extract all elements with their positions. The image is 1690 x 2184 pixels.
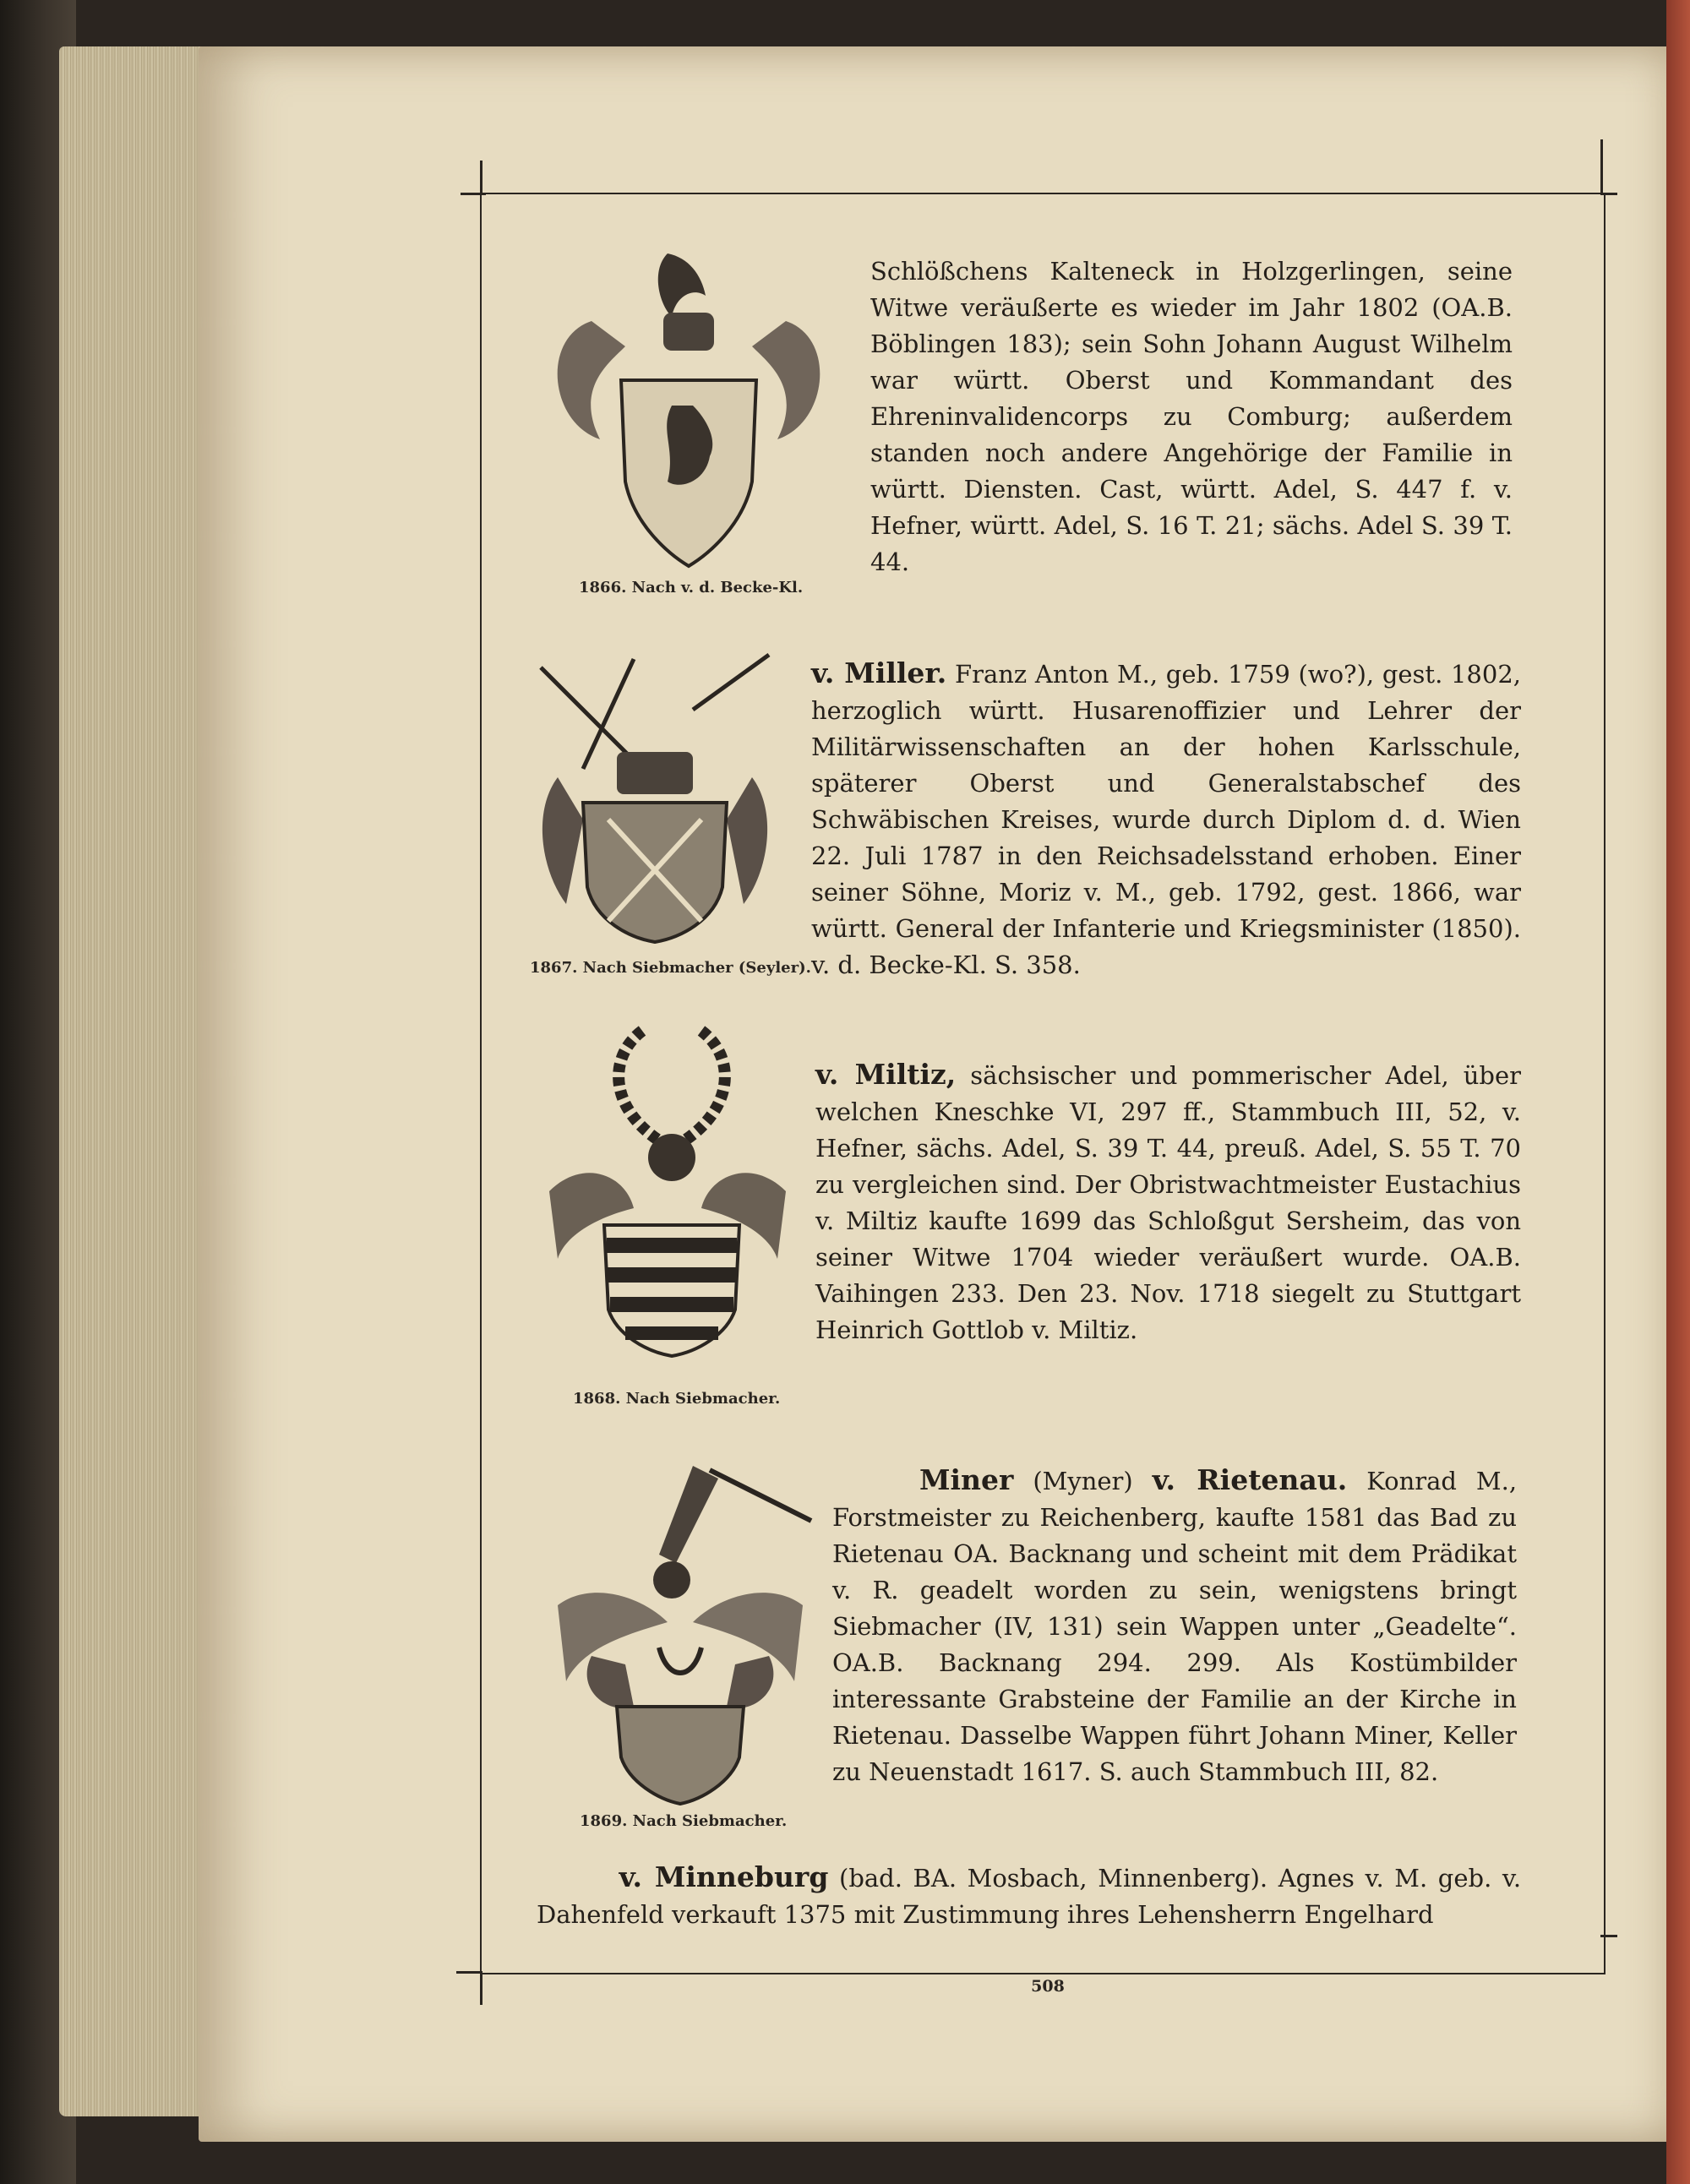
entry-body: (bad. BA. Mosbach, Minnenberg). Agnes v. M. geb. v. Dahenfeld verkauft 1375 mit Zustimmung ihres Lehensherrn Engelhard — [537, 1864, 1522, 1929]
figure-caption: 1868. Nach Siebmacher. — [573, 1390, 781, 1408]
frame-corner-tick — [1600, 1935, 1617, 1937]
entry-heading-place: v. Rietenau. — [1152, 1463, 1348, 1496]
frame-corner-tick — [1600, 193, 1617, 195]
entry-heading: v. Miltiz, — [815, 1058, 957, 1091]
entry-heading: v. Miller. — [811, 656, 947, 689]
figure-caption: 1869. Nach Siebmacher. — [580, 1812, 788, 1830]
figure-caption: 1867. Nach Siebmacher (Seyler). — [530, 959, 811, 977]
entry-body: Konrad M., Forstmeister zu Reichenberg, kaufte 1581 das Bad zu Rietenau OA. Backnang und scheint mit dem Prädikat v. R. geadelt worden zu sein, wenigstens bringt Siebmacher (IV, 131) sein Wappen unter „Geadelte“. OA.B. Backnang 294. 299. Als Kostümbilder interessante Grabsteine der Familie an der Kirche in Rietenau. Dasselbe Wappen führt Johann Miner, Keller zu Neuenstadt 1617. S. auch Stammbuch III, 82. — [832, 1467, 1518, 1786]
entry-heading-variant: (Myner) — [1033, 1467, 1133, 1495]
coat-of-arms-crossed-swords-icon — [532, 651, 777, 946]
figure-caption: 1866. Nach v. d. Becke-Kl. — [579, 579, 804, 596]
coat-of-arms-arm-sword-icon — [541, 1453, 820, 1808]
frame-corner-tick — [480, 161, 482, 194]
entry-text — [815, 1056, 1521, 1348]
coat-of-arms-lion-icon — [524, 237, 853, 575]
entry-text — [811, 655, 1521, 983]
frame-corner-tick — [480, 1971, 482, 2005]
entry-body: Franz Anton M., geb. 1759 (wo?), gest. 1802, herzoglich württ. Husarenoffizier und Lehrer der Militärwissenschaften an der hohen Karlsschule, späterer Oberst und Generalstabschef des Schwäbischen Kreises, wurde durch Diplom d. d. Wien 22. Juli 1787 in den Reichsadelsstand erhoben. Einer seiner Söhne, Moriz v. M., geb. 1792, gest. 1866, war württ. General der Infanterie und Kriegsminister (1850). v. d. Becke-Kl. S. 358. — [811, 660, 1522, 979]
entry-heading: Miner — [919, 1463, 1014, 1496]
entry-body: sächsischer und pommerischer Adel, über welchen Kneschke VI, 297 ff., Stammbuch III, 52, v. Hefner, sächs. Adel, S. 39 T. 44, preuß. Adel, S. 55 T. 70 zu vergleichen sind. Der Obristwachtmeister Eustachius v. Miltiz kaufte 1699 das Schloßgut Sersheim, das von seiner Witwe 1704 wieder veräußert wurde. OA.B. Vaihingen 233. Den 23. Nov. 1718 siegelt zu Stuttgart Heinrich Gottlob v. Miltiz. — [815, 1061, 1521, 1344]
page-number: 508 — [1031, 1977, 1065, 1996]
frame-corner-tick — [1600, 139, 1603, 194]
frame-corner-tick — [461, 193, 486, 195]
coat-of-arms-striped-horns-icon — [532, 1022, 803, 1360]
frame-corner-tick — [456, 1971, 482, 1974]
entry-text — [832, 1462, 1517, 1790]
page-stack-edge — [59, 46, 220, 2116]
entry-heading: v. Minneburg — [619, 1860, 829, 1893]
entry-text — [537, 1859, 1521, 1933]
entry-text — [870, 253, 1513, 580]
book-cover-edge — [1666, 0, 1690, 2184]
entry-body: Schlößchens Kalteneck in Holzgerlingen, seine Witwe veräußerte es wieder im Jahr 1802 (OA.B. Böblingen 183); sein Sohn Johann August Wilhelm war württ. Oberst und Kommandant des Ehreninvalidencorps zu Comburg; außerdem standen noch andere Angehörige der Familie in württ. Diensten. Cast, württ. Adel, S. 447 f. v. Hefner, württ. Adel, S. 16 T. 21; sächs. Adel S. 39 T. 44. — [870, 257, 1513, 576]
